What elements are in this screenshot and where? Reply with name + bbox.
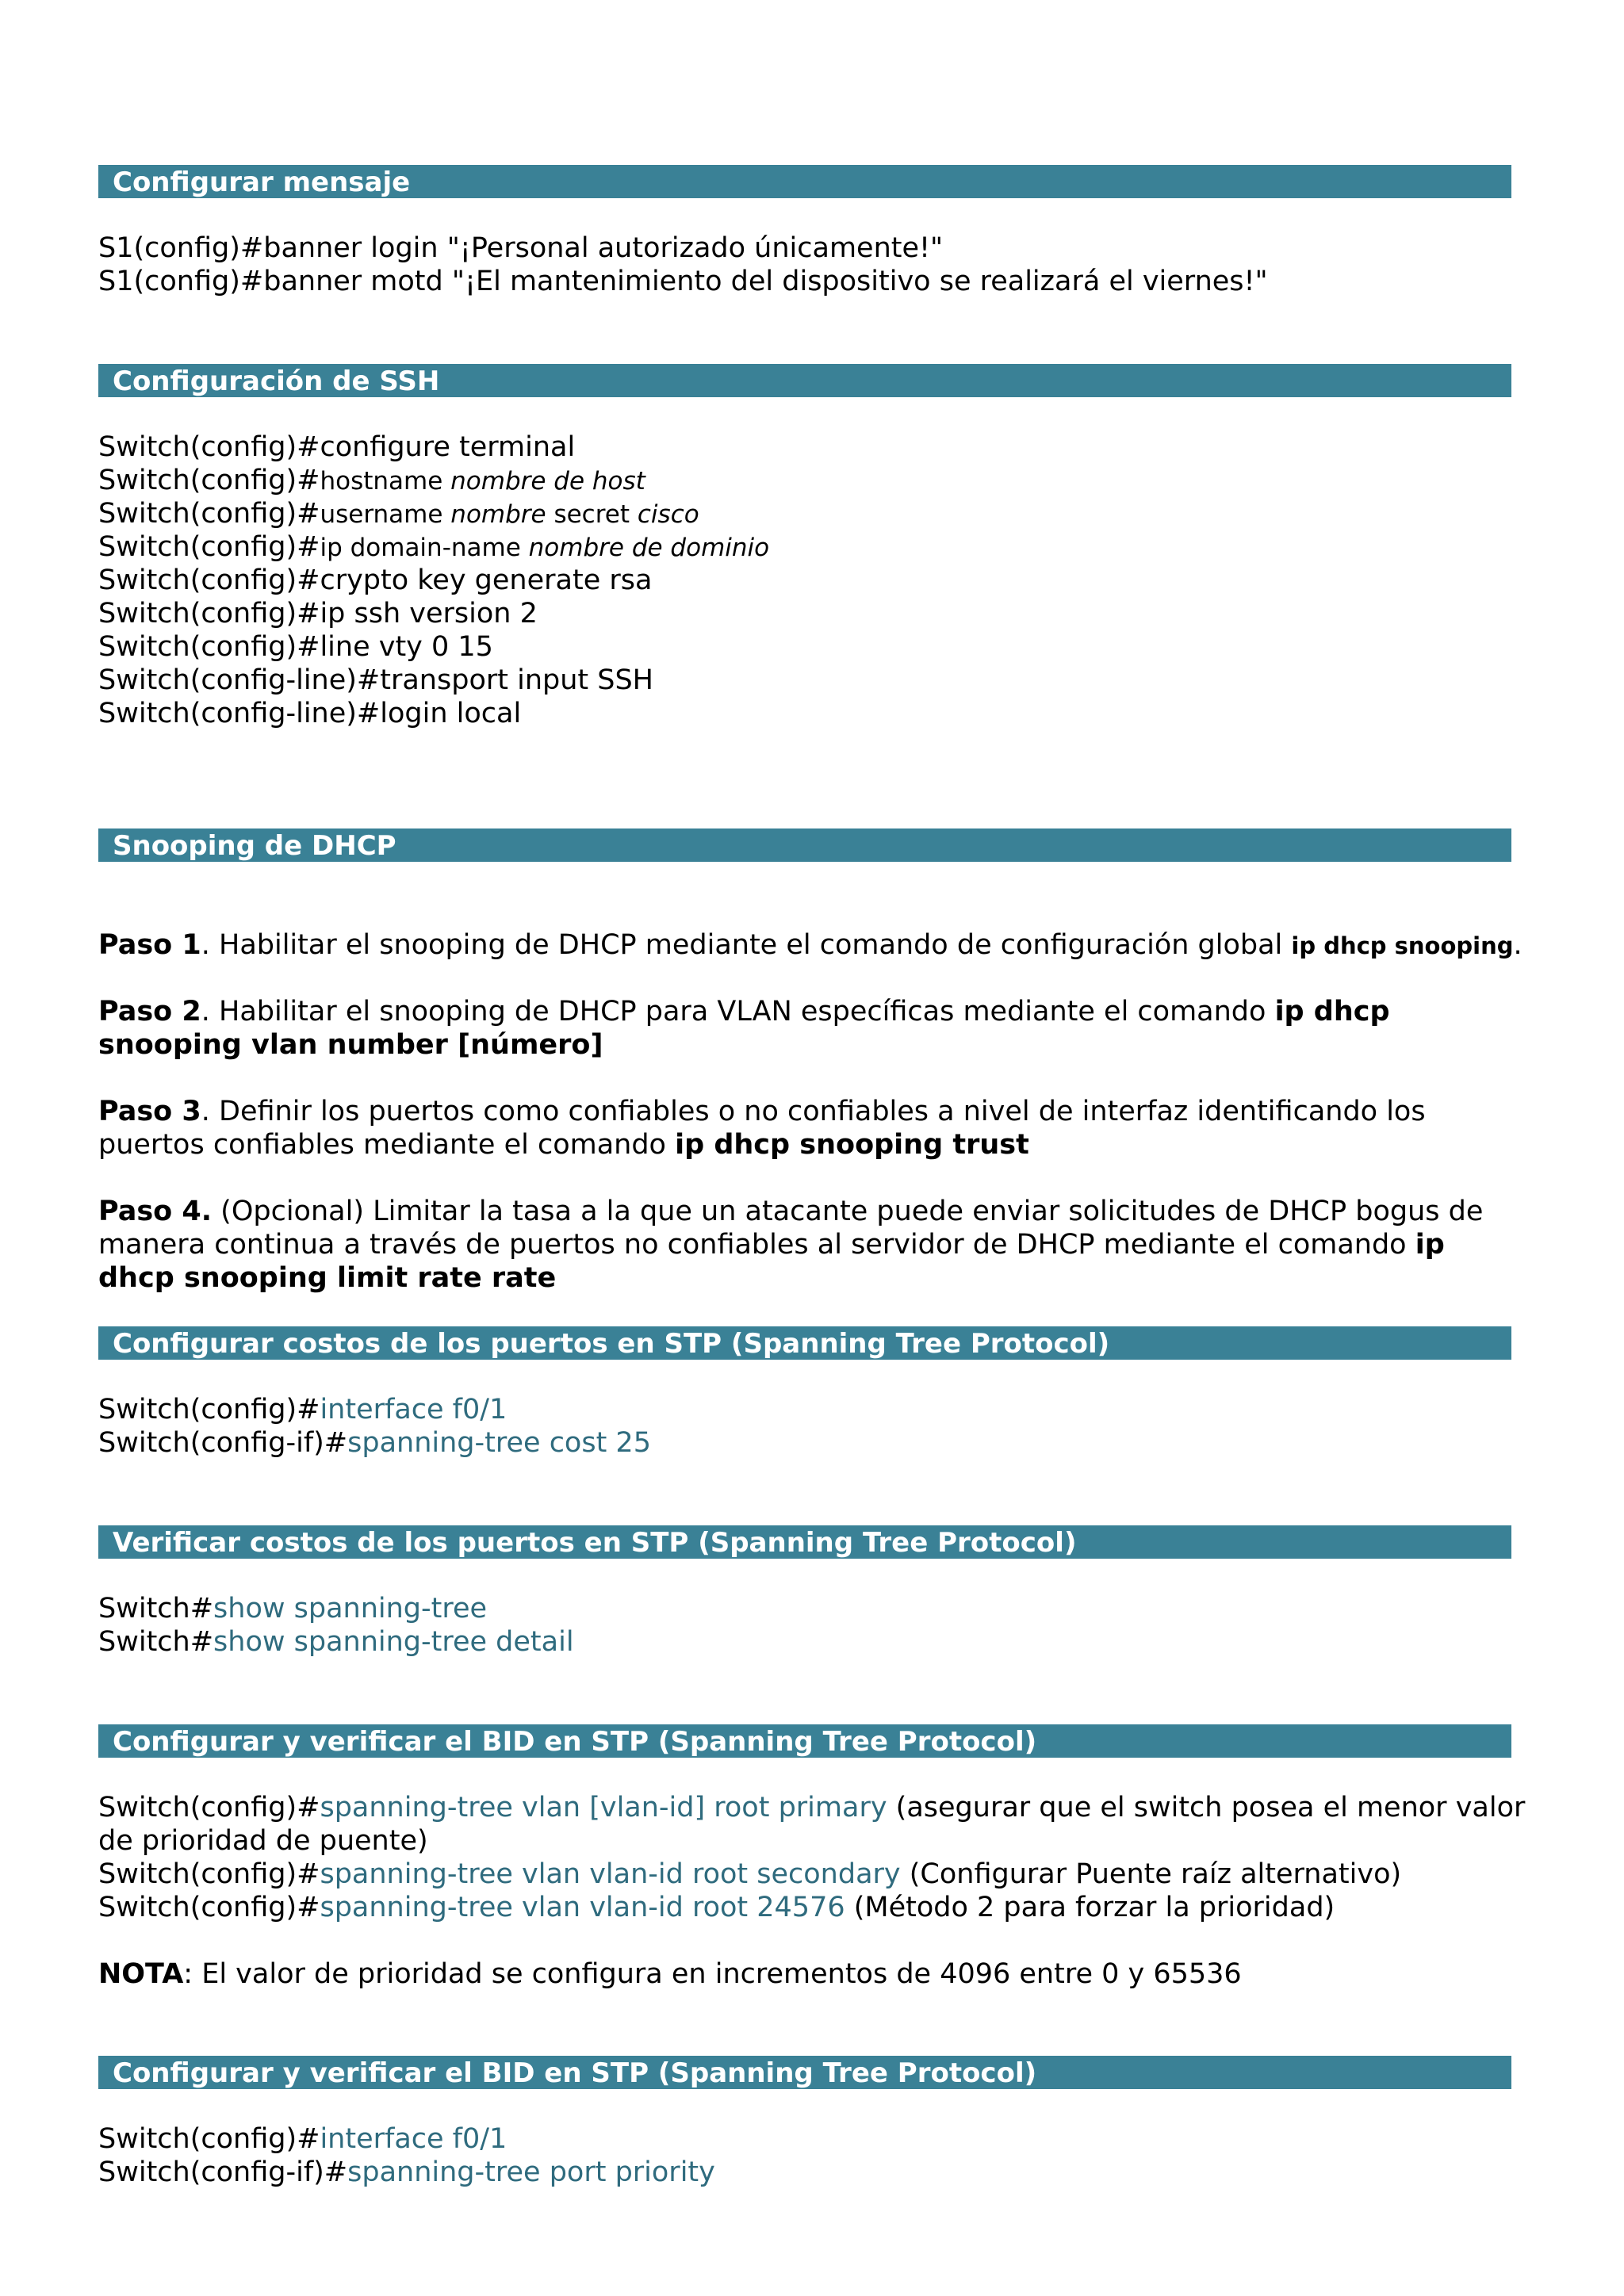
bid-line-2 — [98, 1858, 1526, 1891]
paso-3-text: . Definir los puertos como confiables o no confiables a nivel de interfaz identificando los puertos confiables mediante el comando — [98, 1096, 1426, 1161]
paso-2-cmd: ip dhcp snooping vlan number [número] — [98, 996, 1390, 1061]
ssh-line-8: Switch(config-line)#transport input SSH — [98, 664, 653, 696]
ssh-line-2-arg: nombre de host — [450, 467, 645, 496]
stp-cost-line-2-prefix: Switch(config-if)# — [98, 1427, 348, 1459]
paso-1-label: Paso 1 — [98, 929, 201, 961]
section-header-ssh: Configuración de SSH — [98, 364, 1511, 397]
paso-4-text: (Opcional) Limitar la tasa a la que un atacante puede enviar solicitudes de DHCP bogus de manera continua a través de puertos no confiables al servidor de DHCP mediante el comando — [98, 1196, 1484, 1261]
section-header-dhcp-snooping: Snooping de DHCP — [98, 828, 1511, 862]
ssh-line-4 — [98, 530, 1526, 564]
stp-cost-line-2 — [98, 1426, 1526, 1460]
bid-line-3-note: (Método 2 para forzar la prioridad) — [845, 1892, 1335, 1923]
ssh-line-4-prefix: Switch(config)# — [98, 531, 320, 563]
ssh-line-3-arg: nombre — [450, 500, 546, 529]
nota-text: : El valor de prioridad se configura en incrementos de 4096 entre 0 y 65536 — [183, 1958, 1242, 1990]
bid-line-1-note: (asegurar que el switch posea el menor valor de prioridad de puente) — [98, 1792, 1526, 1857]
verify-line-1-prefix: Switch# — [98, 1593, 214, 1624]
section-header-verify-stp-cost: Verificar costos de los puertos en STP (Spanning Tree Protocol) — [98, 1525, 1511, 1559]
verify-line-2 — [98, 1625, 1526, 1659]
nota-label: NOTA — [98, 1958, 184, 1990]
verify-line-1-cmd: show spanning-tree — [213, 1593, 488, 1624]
port-priority-line-1 — [98, 2122, 1526, 2156]
stp-cost-line-1-cmd: interface f0/1 — [320, 1394, 508, 1425]
paso-4-label: Paso 4. — [98, 1196, 213, 1227]
verify-line-2-cmd: show spanning-tree detail — [213, 1626, 574, 1658]
ssh-line-9: Switch(config-line)#login local — [98, 698, 522, 729]
nota-line — [98, 1957, 1526, 1991]
bid-line-1-cmd: spanning-tree vlan [vlan-id] root primary — [320, 1792, 887, 1823]
stp-cost-line-1 — [98, 1393, 1526, 1426]
paso-4-cmd: ip dhcp snooping limit rate rate — [98, 1229, 1445, 1294]
bid-line-3-prefix: Switch(config)# — [98, 1892, 320, 1923]
paso-2-label: Paso 2 — [98, 996, 201, 1027]
bid-line-2-cmd: spanning-tree vlan vlan-id root secondary — [320, 1858, 901, 1890]
section-header-bid-stp-port: Configurar y verificar el BID en STP (Spanning Tree Protocol) — [98, 2056, 1511, 2089]
verify-line-2-prefix: Switch# — [98, 1626, 214, 1658]
port-priority-line-2-cmd: spanning-tree port priority — [347, 2156, 715, 2188]
paso-1-text: . Habilitar el snooping de DHCP mediante el comando de configuración global — [201, 929, 1292, 961]
ssh-line-2-cmd: hostname — [320, 467, 451, 496]
section-header-bid-stp: Configurar y verificar el BID en STP (Spanning Tree Protocol) — [98, 1724, 1511, 1758]
bid-line-2-note: (Configurar Puente raíz alternativo) — [900, 1858, 1402, 1890]
paso-2-text: . Habilitar el snooping de DHCP para VLAN específicas mediante el comando — [201, 996, 1275, 1027]
bid-line-3 — [98, 1891, 1526, 1924]
port-priority-line-1-prefix: Switch(config)# — [98, 2123, 320, 2155]
ssh-line-6: Switch(config)#ip ssh version 2 — [98, 598, 538, 629]
stp-cost-line-1-prefix: Switch(config)# — [98, 1394, 320, 1425]
verify-line-1 — [98, 1592, 1526, 1625]
paso-3-cmd: ip dhcp snooping trust — [675, 1129, 1029, 1161]
ssh-line-1: Switch(config)#configure terminal — [98, 431, 576, 463]
ssh-line-4-cmd: ip domain-name — [320, 534, 529, 562]
ssh-line-3-prefix: Switch(config)# — [98, 498, 320, 530]
paso-1-end: . — [1513, 929, 1522, 961]
bid-line-1-prefix: Switch(config)# — [98, 1792, 320, 1823]
ssh-line-3-cmd: username — [320, 500, 451, 529]
port-priority-line-2-prefix: Switch(config-if)# — [98, 2156, 348, 2188]
ssh-line-4-arg: nombre de dominio — [528, 534, 770, 562]
paso-3-paragraph — [98, 1095, 1526, 1161]
section-header-stp-cost: Configurar costos de los puertos en STP (Spanning Tree Protocol) — [98, 1326, 1511, 1360]
port-priority-line-2 — [98, 2156, 1526, 2189]
paso-4-paragraph — [98, 1195, 1526, 1295]
bid-line-2-prefix: Switch(config)# — [98, 1858, 320, 1890]
bid-line-1 — [98, 1791, 1526, 1858]
section-header-configurar-mensaje: Configurar mensaje — [98, 165, 1511, 198]
paso-2-paragraph — [98, 995, 1526, 1062]
ssh-line-7: Switch(config)#line vty 0 15 — [98, 631, 493, 663]
ssh-line-2 — [98, 464, 1526, 498]
ssh-line-3 — [98, 497, 1526, 531]
bid-line-3-cmd: spanning-tree vlan vlan-id root 24576 — [320, 1892, 845, 1923]
banner-motd-line: S1(config)#banner motd "¡El mantenimiento del dispositivo se realizará el viernes!" — [98, 266, 1268, 297]
ssh-line-3-arg2: cisco — [637, 500, 699, 529]
paso-1-paragraph — [98, 928, 1526, 962]
banner-login-line: S1(config)#banner login "¡Personal autorizado únicamente!" — [98, 232, 944, 264]
ssh-line-5: Switch(config)#crypto key generate rsa — [98, 564, 653, 596]
paso-3-label: Paso 3 — [98, 1096, 201, 1127]
port-priority-line-1-cmd: interface f0/1 — [320, 2123, 508, 2155]
ssh-line-3-cmd2: secret — [546, 500, 638, 529]
paso-1-cmd: ip dhcp snooping — [1291, 932, 1514, 959]
stp-cost-line-2-cmd: spanning-tree cost 25 — [347, 1427, 651, 1459]
ssh-line-2-prefix: Switch(config)# — [98, 465, 320, 496]
